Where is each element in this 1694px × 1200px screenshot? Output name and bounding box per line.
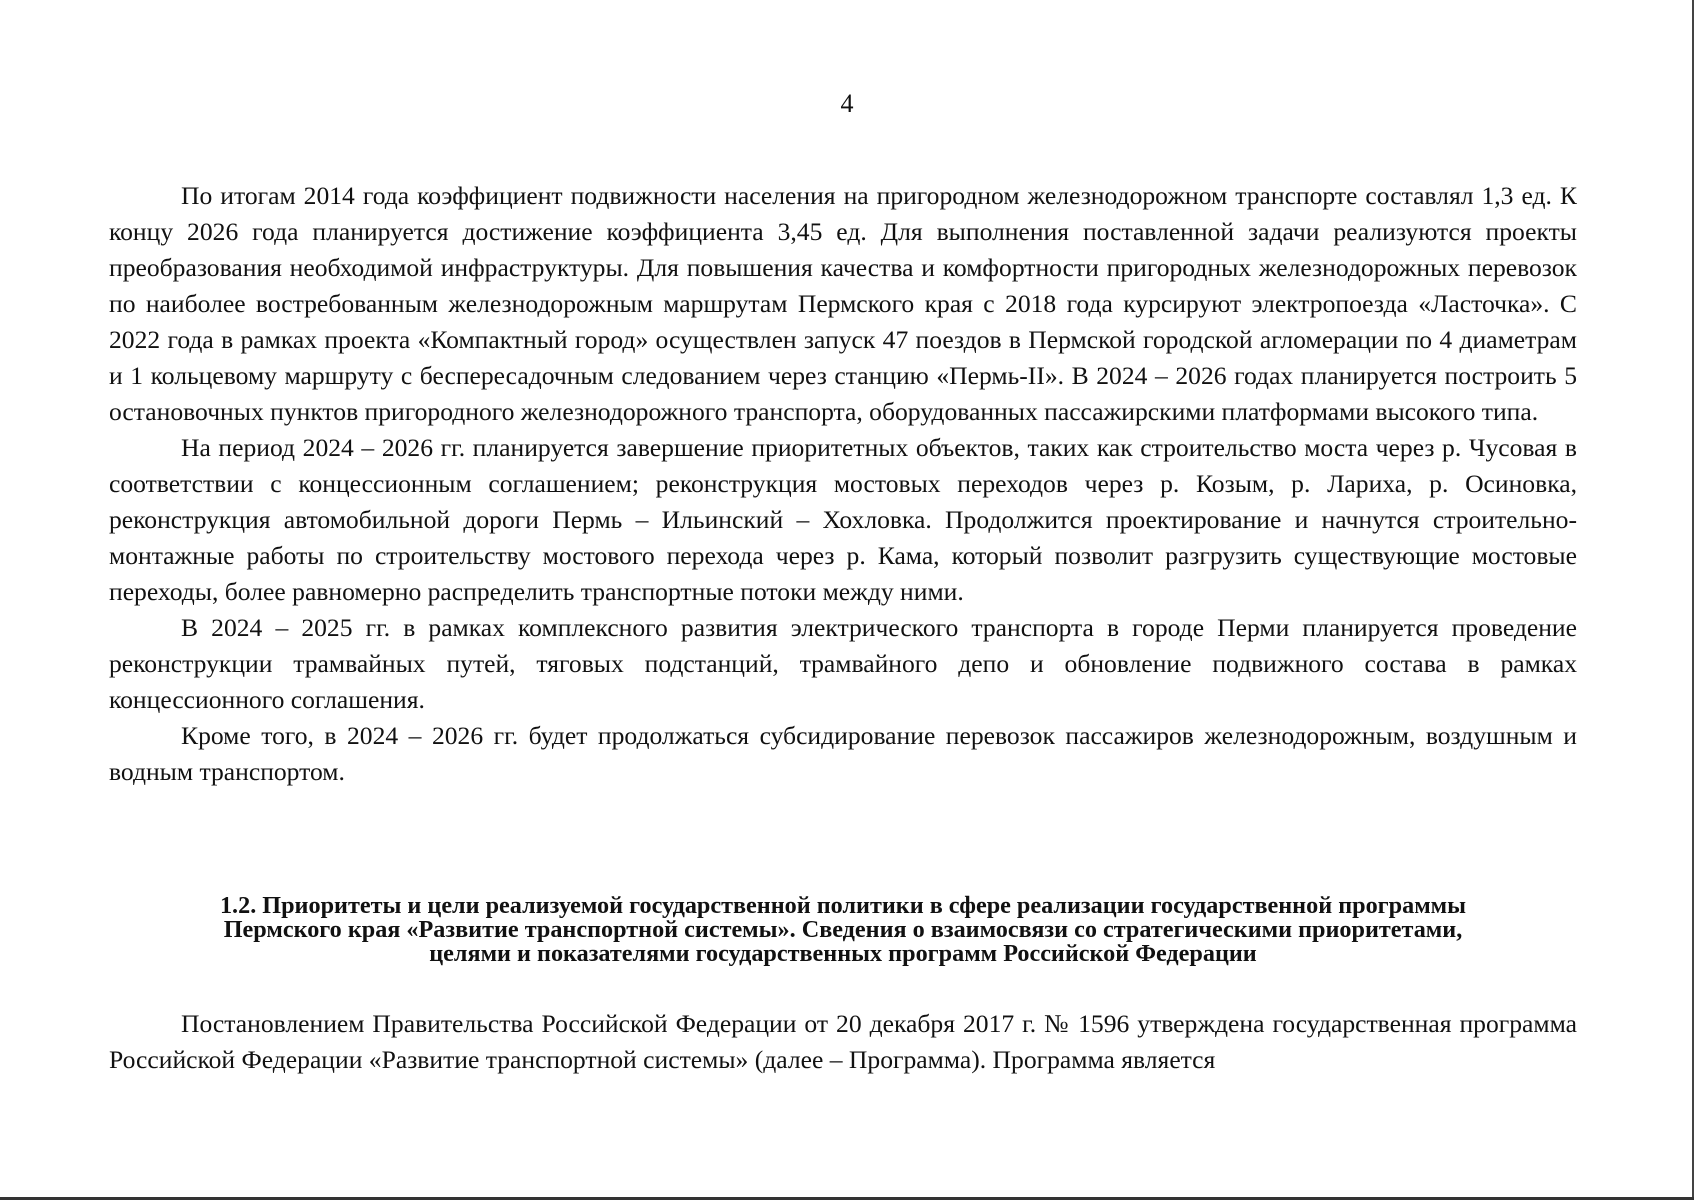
section-heading-line-3: целями и показателями государственных программ Российской Федерации [429,940,1257,967]
paragraph-electric-transport: В 2024 – 2025 гг. в рамках комплексного развития электрического транспорта в городе Перми планируется проведение реконструкции трамвайных путей, тяговых подстанций, трамвайного депо и обновление подвижного состава в рамках концессионного соглашения. [109,613,1577,714]
section-heading [109,894,1577,966]
page-number: 4 [840,89,854,118]
section-heading-line-1: 1.2. Приоритеты и цели реализуемой государственной политики в сфере реализации государственной программы [219,892,1467,919]
body-text [109,178,1577,790]
section-heading-line-2: Пермского края «Развитие транспортной системы». Сведения о взаимосвязи со стратегическими приоритетами, [223,916,1463,943]
section-body-text [109,1006,1577,1078]
paragraph-priority-objects: На период 2024 – 2026 гг. планируется завершение приоритетных объектов, таких как строительство моста через р. Чусовая в соответствии с концессионным соглашением; реконструкция мостовых переходов через р. Козым, р. Лариха, р. Осиновка, реконструкция автомобильной дороги Пермь – Ильинский – Хохловка. Продолжится проектирование и начнутся строительно-монтажные работы по строительству мостового перехода через р. Кама, который позволит разгрузить существующие мостовые переходы, более равномерно распределить транспортные потоки между ними. [109,433,1577,606]
paragraph-federal-program: Постановлением Правительства Российской Федерации от 20 декабря 2017 г. № 1596 утверждена государственная программа Российской Федерации «Развитие транспортной системы» (далее – Программа). Программа является [109,1009,1577,1074]
paragraph-subsidies: Кроме того, в 2024 – 2026 гг. будет продолжаться субсидирование перевозок пассажиров железнодорожным, воздушным и водным транспортом. [109,721,1577,786]
paragraph-rail-transport: По итогам 2014 года коэффициент подвижности населения на пригородном железнодорожном транспорте составлял 1,3 ед. К концу 2026 года планируется достижение коэффициента 3,45 ед. Для выполнения поставленной задачи реализуются проекты преобразования необходимой инфраструктуры. Для повышения качества и комфортности пригородных железнодорожных перевозок по наиболее востребованным железнодорожным маршрутам Пермского края с 2018 года курсируют электропоезда «Ласточка». С 2022 года в рамках проекта «Компактный город» осуществлен запуск 47 поездов в Пермской городской агломерации по 4 диаметрам и 1 кольцевому маршруту с беспересадочным следованием через станцию «Пермь-II». В 2024 – 2026 годах планируется построить 5 остановочных пунктов пригородного железнодорожного транспорта, оборудованных пассажирскими платформами высокого типа. [109,181,1577,426]
